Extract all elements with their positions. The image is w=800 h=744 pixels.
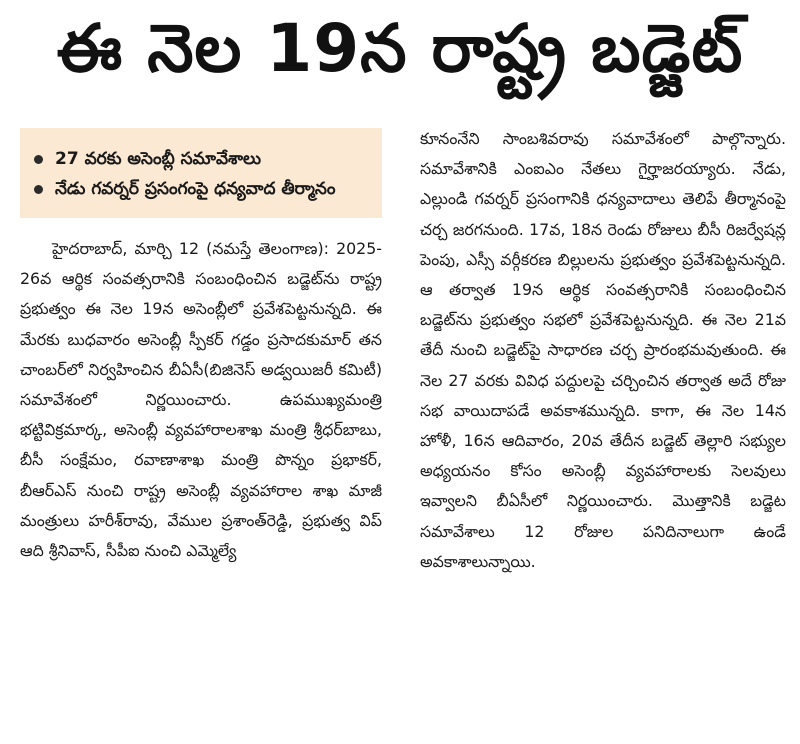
- bullet-icon: [34, 155, 43, 164]
- article-paragraph-left: హైదరాబాద్, మార్చి 12 (నమస్తే తెలంగాణ): 2025-26వ ఆర్థిక సంవత్సరానికి సంబంధించిన బడ్జెట్‌ను రాష్ట్ర ప్రభుత్వం ఈ నెల 19న అసెంబ్లీలో ప్రవేశపెట్టనున్నది. ఈ మేరకు బుధవారం అసెంబ్లీ స్పీకర్ గడ్డం ప్రసాదకుమార్ తన చాంబర్‌లో నిర్వహించిన బీఏసీ(బిజినెస్ అడ్వయిజరీ కమిటీ) సమావేశంలో నిర్ణయించారు. ఉపముఖ్యమంత్రి భట్టివిక్రమార్క, అసెంబ్లీ వ్యవహారాలశాఖ మంత్రి శ్రీధర్‌బాబు, బీసీ సంక్షేమం, రవాణాశాఖ మంత్రి పొన్నం ప్రభాకర్, బీఆర్‌ఎస్ నుంచి రాష్ట్ర అసెంబ్లీ వ్యవహారాల శాఖ మాజీ మంత్రులు హరీశ్‌రావు, వేముల ప్రశాంత్‌రెడ్డి, ప్రభుత్వ విప్ ఆది శ్రీనివాస్, సీపీఐ నుంచి ఎమ్మెల్యే: [20, 239, 382, 561]
- highlight-text: 27 వరకు అసెంబ్లీ సమావేశాలు: [55, 149, 261, 169]
- right-column: [420, 124, 786, 738]
- highlight-item: [34, 174, 368, 204]
- highlight-box: [20, 128, 382, 218]
- left-column: [20, 128, 382, 738]
- article-paragraph-right: కూనంనేని సాంబశివరావు సమావేశంలో పాల్గొన్నారు. సమావేశానికి ఎంఐఎం నేతలు గైర్హాజరయ్యారు. నేడు, ఎల్లుండి గవర్నర్ ప్రసంగానికి ధన్యవాదాలు తెలిపే తీర్మానంపై చర్చ జరగనుంది. 17వ, 18న రెండు రోజులు బీసీ రిజర్వేషన్ల పెంపు, ఎస్సీ వర్గీకరణ బిల్లులను ప్రభుత్వం ప్రవేశపెట్టనున్నది. ఆ తర్వాత 19న ఆర్థిక సంవత్సరానికి సంబంధించిన బడ్జెట్‌ను ప్రభుత్వం సభలో ప్రవేశపెట్టనున్నది. ఈ నెల 21వ తేదీ నుంచి బడ్జెట్‌పై సాధారణ చర్చ ప్రారంభమవుతుంది. ఈ నెల 27 వరకు వివిధ పద్దులపై చర్చించిన తర్వాత అదే రోజు సభ వాయిదాపడే అవకాశమున్నది. కాగా, ఈ నెల 14న హోళీ, 16న ఆదివారం, 20వ తేదీన బడ్జెట్ తెల్లారి సభ్యుల అధ్యయనం కోసం అసెంబ్లీ వ్యవహారాలకు సెలవులు ఇవ్వాలని బీఏసీలో నిర్ణయించారు. మొత్తానికి బడ్జెట సమావేశాలు 12 రోజుల పనిదినాలుగా ఉండే అవకాశాలున్నాయి.: [420, 129, 786, 571]
- bullet-icon: [34, 185, 43, 194]
- highlight-text: నేడు గవర్నర్ ప్రసంగంపై ధన్యవాద తీర్మానం: [55, 179, 336, 199]
- headline: ఈ నెల 19న రాష్ట్ర బడ్జెట్: [56, 9, 744, 87]
- highlight-item: [34, 144, 368, 174]
